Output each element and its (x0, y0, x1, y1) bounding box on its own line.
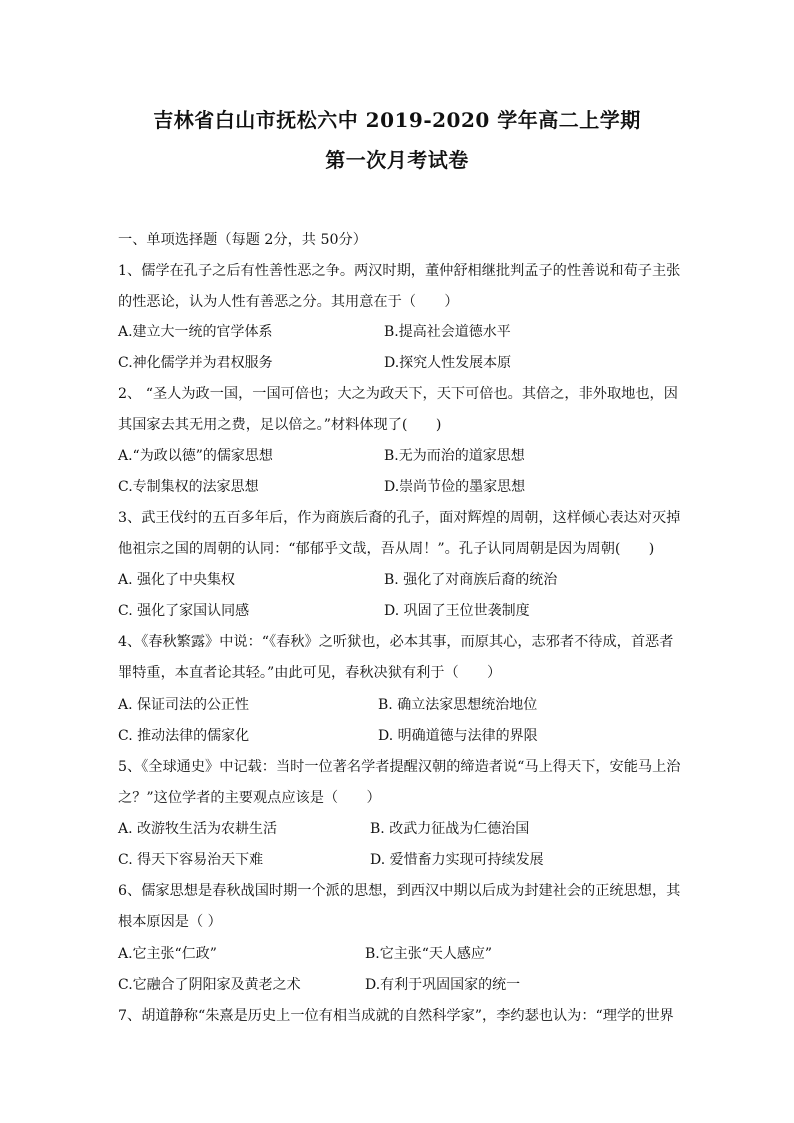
question-4-option-c: C. 推动法律的儒家化 (118, 728, 250, 744)
question-2-option-d: D.崇尚节俭的墨家思想 (384, 479, 526, 495)
question-2-option-b: B.无为而治的道家思想 (384, 448, 525, 464)
question-6-line-1: 6、儒家思想是春秋战国时期一个派的思想，到西汉中期以后成为封建社会的正统思想，其 (118, 883, 681, 899)
question-2-line-1: 2、 “圣人为政一国，一国可倍也；大之为政天下，天下可倍也。其倍之，非外取地也，因 (118, 386, 678, 402)
question-7-line-1: 7、胡道静称“朱熹是历史上一位有相当成就的自然科学家”，李约瑟也认为：“理学的世界 (118, 1008, 674, 1024)
question-6-option-a: A.它主张“仁政” (118, 946, 217, 962)
question-4-option-d: D. 明确道德与法律的界限 (378, 728, 538, 744)
question-5-option-b: B. 改武力征战为仁德治国 (370, 821, 530, 837)
question-3-option-a: A. 强化了中央集权 (118, 572, 236, 588)
question-1-line-1: 1、儒学在孔子之后有性善性恶之争。两汉时期，董仲舒相继批判孟子的性善说和荀子主张 (118, 263, 681, 279)
question-2-option-a: A.“为政以德”的儒家思想 (118, 448, 273, 464)
question-2-line-2: 其国家去其无用之费，足以倍之。”材料体现了( ) (118, 417, 442, 433)
exam-title-line1: 吉林省白山市抚松六中 2019-2020 学年高二上学期 (153, 108, 641, 132)
question-5-option-d: D. 爱惜畜力实现可持续发展 (370, 852, 544, 868)
question-5-option-c: C. 得天下容易治天下难 (118, 852, 264, 868)
question-3-option-c: C. 强化了家国认同感 (118, 603, 250, 619)
question-6-option-b: B.它主张“天人感应” (365, 946, 493, 962)
question-6-line-2: 根本原因是（ ） (118, 914, 222, 930)
question-3-option-b: B. 强化了对商族后裔的统治 (384, 572, 558, 588)
question-4-option-b: B. 确立法家思想统治地位 (378, 697, 538, 713)
section-heading: 一、单项选择题（每题 2分，共 50分） (118, 232, 367, 248)
question-4-line-2: 罪特重，本直者论其轻。”由此可见，春秋决狱有利于（ ） (118, 665, 502, 681)
question-1-option-d: D.探究人性发展本原 (384, 355, 512, 371)
question-4-option-a: A. 保证司法的公正性 (118, 697, 250, 713)
question-3-line-2: 他祖宗之国的周朝的认同：“郁郁乎文哉，吾从周！”。孔子认同周朝是因为周朝( ) (118, 541, 655, 557)
question-5-line-2: 之？”这位学者的主要观点应该是（ ） (118, 790, 381, 806)
question-6-option-d: D.有利于巩固国家的统一 (365, 977, 521, 993)
question-6-option-c: C.它融合了阴阳家及黄老之术 (118, 977, 301, 993)
question-3-option-d: D. 巩固了王位世袭制度 (384, 603, 530, 619)
question-1-line-2: 的性恶论，认为人性有善恶之分。其用意在于（ ） (118, 294, 459, 310)
question-5-option-a: A. 改游牧生活为农耕生活 (118, 821, 278, 837)
question-1-option-a: A.建立大一统的官学体系 (118, 324, 273, 340)
question-5-line-1: 5、《全球通史》中记载：当时一位著名学者提醒汉朝的缔造者说“马上得天下，安能马上治 (118, 759, 681, 775)
exam-title-line2: 第一次月考试卷 (325, 148, 469, 172)
question-2-option-c: C.专制集权的法家思想 (118, 479, 259, 495)
question-1-option-b: B.提高社会道德水平 (384, 324, 511, 340)
question-3-line-1: 3、武王伐纣的五百多年后，作为商族后裔的孔子，面对辉煌的周朝，这样倾心表达对灭掉 (118, 510, 681, 526)
question-4-line-1: 4、《春秋繁露》中说：“《春秋》之听狱也，必本其事，而原其心，志邪者不待成，首恶者 (118, 634, 674, 650)
question-1-option-c: C.神化儒学并为君权服务 (118, 355, 273, 371)
